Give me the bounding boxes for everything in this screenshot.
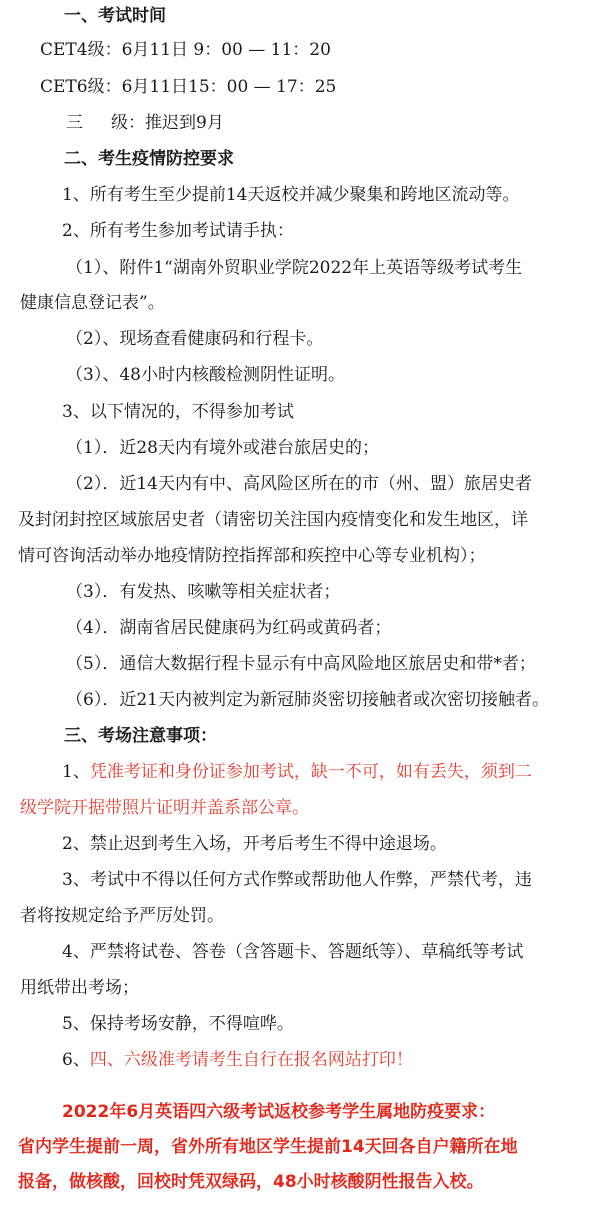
cet4-time: CET4级：6月11日 9：00 — 11：20 bbox=[40, 40, 331, 60]
note-1-text: 凭准考证和身份证参加考试，缺一不可，如有丢失，须到二 bbox=[89, 762, 532, 782]
requirement-3-item-2-line-2: 及封闭封控区域旅居史者（请密切关注国内疫情变化和发生地区，详 bbox=[18, 510, 528, 530]
requirement-2-item-3: （3）、48小时内核酸检测阴性证明。 bbox=[66, 365, 345, 385]
requirement-3-item-4: （4）．湖南省居民健康码为红码或黄码者； bbox=[66, 618, 392, 638]
heading-epidemic-requirements: 二、考生疫情防控要求 bbox=[64, 149, 234, 169]
requirement-3-item-5: （5）．通信大数据行程卡显示有中高风险地区旅居史和带*者； bbox=[66, 654, 536, 674]
requirement-2: 2、所有考生参加考试请手执： bbox=[62, 221, 294, 241]
note-6-text: 四、六级准考请考生自行在报名网站打印！ bbox=[89, 1050, 413, 1070]
note-4-line-2: 用纸带出考场； bbox=[20, 978, 139, 998]
note-5: 5、保持考场安静，不得喧哗。 bbox=[62, 1014, 294, 1034]
note-1-line-1 bbox=[0, 760, 601, 784]
requirement-3: 3、以下情况的，不得参加考试 bbox=[62, 402, 294, 422]
requirement-3-item-1: （1）．近28天内有境外或港台旅居史的； bbox=[66, 438, 379, 458]
requirement-3-item-2-line-3: 情可咨询活动举办地疫情防控指挥部和疾控中心等专业机构）； bbox=[18, 546, 486, 566]
note-2: 2、禁止迟到考生入场，开考后考生不得中途退场。 bbox=[62, 834, 447, 854]
requirement-2-item-1-line-2: 健康信息登记表”。 bbox=[20, 293, 165, 313]
requirement-3-item-3: （3）．有发热、咳嗽等相关症状者； bbox=[66, 582, 341, 602]
requirement-3-item-2-line-1: （2）．近14天内有中、高风险区所在的市（州、盟）旅居史者 bbox=[66, 474, 532, 494]
requirement-1: 1、所有考生至少提前14天返校并减少聚集和跨地区流动等。 bbox=[62, 185, 520, 205]
note-6 bbox=[0, 1048, 601, 1072]
heading-exam-notes: 三、考场注意事项： bbox=[64, 726, 217, 746]
cet6-time: CET6级：6月11日15：00 — 17：25 bbox=[40, 77, 337, 97]
footer-line-1: 省内学生提前一周，省外所有地区学生提前14天回各自户籍所在地 bbox=[18, 1137, 518, 1157]
footer-line-2: 报备，做核酸，回校时凭双绿码，48小时核酸阴性报告入校。 bbox=[18, 1172, 484, 1192]
level3-time bbox=[0, 111, 601, 135]
heading-exam-time: 一、考试时间 bbox=[64, 6, 166, 26]
note-4-line-1: 4、严禁将试卷、答卷（含答题卡、答题纸等）、草稿纸等考试 bbox=[62, 942, 524, 962]
footer-title: 2022年6月英语四六级考试返校参考学生属地防疫要求： bbox=[62, 1102, 496, 1122]
note-1-number: 1、 bbox=[62, 762, 90, 782]
level3-label-a: 三 bbox=[66, 113, 83, 133]
note-1-line-2: 级学院开据带照片证明并盖系部公章。 bbox=[20, 798, 309, 818]
note-3-line-1: 3、考试中不得以任何方式作弊或帮助他人作弊，严禁代考，违 bbox=[62, 870, 532, 890]
note-3-line-2: 者将按规定给予严厉处罚。 bbox=[20, 906, 224, 926]
level3-label-b: 级：推迟到9月 bbox=[111, 113, 224, 133]
requirement-3-item-6: （6）．近21天内被判定为新冠肺炎密切接触者或次密切接触者。 bbox=[66, 690, 549, 710]
requirement-2-item-1-line-1: （1）、附件1“湖南外贸职业学院2022年上英语等级考试考生 bbox=[66, 258, 523, 278]
note-6-number: 6、 bbox=[62, 1050, 90, 1070]
requirement-2-item-2: （2）、现场查看健康码和行程卡。 bbox=[66, 329, 324, 349]
